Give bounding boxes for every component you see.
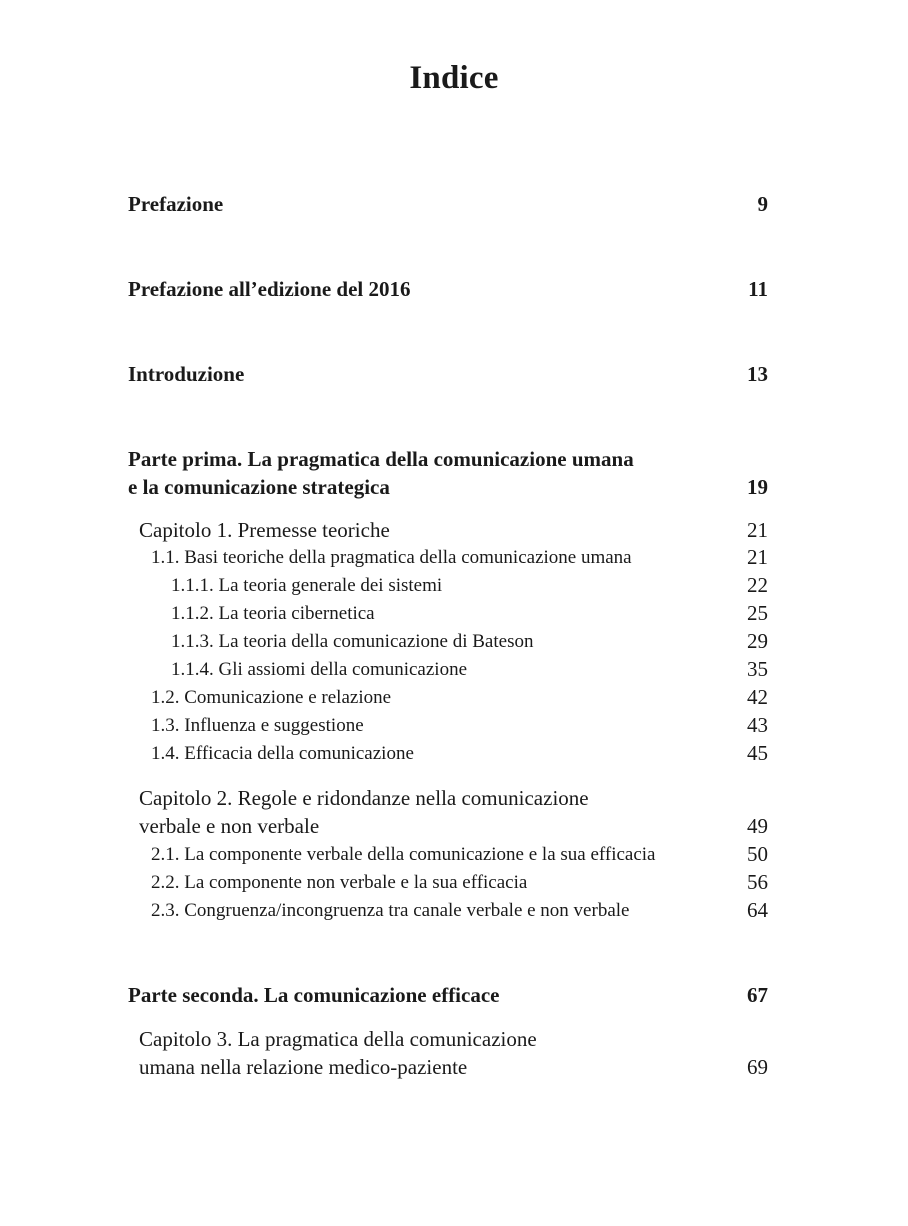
- toc-entry-label: Prefazione: [128, 192, 224, 216]
- toc-entry-page: 19: [747, 475, 768, 499]
- toc-entry-label-line1: Capitolo 3. La pragmatica della comunicazione: [139, 1027, 537, 1051]
- toc-entry-page: 9: [757, 192, 768, 216]
- toc-entry-label-line1: Parte prima. La pragmatica della comunicazione umana: [128, 447, 634, 471]
- toc-entry-label: 2.2. La componente non verbale e la sua efficacia: [151, 872, 528, 893]
- toc-entry-label-line1: Capitolo 2. Regole e ridondanze nella comunicazione: [139, 786, 589, 810]
- toc-entry-page: 21: [747, 545, 768, 569]
- toc-entry-capitolo-2[interactable]: [128, 786, 768, 840]
- toc-entry-page: 50: [747, 842, 768, 866]
- toc-entry-label: 1.4. Efficacia della comunicazione: [151, 743, 414, 764]
- toc-entry-page: 67: [747, 983, 768, 1007]
- toc-entry-label-line2: verbale e non verbale: [139, 814, 320, 838]
- toc-entry-label: 1.1.3. La teoria della comunicazione di Bateson: [171, 631, 534, 652]
- toc-entry-page: 43: [747, 713, 768, 737]
- toc-entry-label: 1.1. Basi teoriche della pragmatica della comunicazione umana: [151, 547, 632, 568]
- toc-entry-label-line2: e la comunicazione strategica: [128, 475, 390, 499]
- toc-entry-label: 1.3. Influenza e suggestione: [151, 715, 364, 736]
- toc-entry-label: 1.1.1. La teoria generale dei sistemi: [171, 575, 443, 596]
- toc-entry-page: 13: [747, 362, 768, 386]
- page-title: Indice: [409, 60, 499, 96]
- toc-entry-prefazione-2016[interactable]: [128, 277, 768, 303]
- toc-entry-2-1[interactable]: [128, 844, 768, 868]
- toc-entry-1-1-1[interactable]: [128, 575, 768, 599]
- toc-entry-label: 2.1. La componente verbale della comunicazione e la sua efficacia: [151, 844, 656, 865]
- toc-entry-1-1-2[interactable]: [128, 603, 768, 627]
- toc-entry-page: 11: [748, 277, 768, 301]
- toc-entry-page: 69: [747, 1055, 768, 1079]
- toc-entry-label: Parte seconda. La comunicazione efficace: [128, 983, 500, 1007]
- toc-entry-label: 1.2. Comunicazione e relazione: [151, 687, 392, 708]
- toc-entry-1-1-4[interactable]: [128, 659, 768, 683]
- toc-entry-capitolo-1[interactable]: [128, 518, 768, 544]
- toc-entry-2-3[interactable]: [128, 900, 768, 924]
- toc-entry-label: 1.1.4. Gli assiomi della comunicazione: [171, 659, 468, 680]
- toc-entry-label: 1.1.2. La teoria cibernetica: [171, 603, 375, 624]
- toc-entry-label: 2.3. Congruenza/incongruenza tra canale verbale e non verbale: [151, 900, 630, 921]
- toc-entry-page: 42: [747, 685, 768, 709]
- toc-entry-1-1[interactable]: [128, 547, 768, 571]
- toc-entry-page: 22: [747, 573, 768, 597]
- toc-entry-1-2[interactable]: [128, 687, 768, 711]
- toc-entry-page: 64: [747, 898, 768, 922]
- toc-entry-1-3[interactable]: [128, 715, 768, 739]
- toc-entry-page: 21: [747, 518, 768, 542]
- toc-entry-page: 35: [747, 657, 768, 681]
- toc-entry-1-1-3[interactable]: [128, 631, 768, 655]
- toc-entry-parte-prima[interactable]: [128, 447, 768, 501]
- toc-entry-label: Prefazione all’edizione del 2016: [128, 277, 411, 301]
- toc-entry-introduzione[interactable]: [128, 362, 768, 388]
- toc-entry-page: 25: [747, 601, 768, 625]
- toc-entry-page: 56: [747, 870, 768, 894]
- toc-entry-parte-seconda[interactable]: [128, 983, 768, 1009]
- toc-entry-page: 29: [747, 629, 768, 653]
- toc-entry-label: Capitolo 1. Premesse teoriche: [139, 518, 390, 542]
- toc-entry-1-4[interactable]: [128, 743, 768, 767]
- toc-entry-label-line2: umana nella relazione medico-paziente: [139, 1055, 468, 1079]
- toc-entry-capitolo-3[interactable]: [128, 1027, 768, 1081]
- toc-entry-page: 45: [747, 741, 768, 765]
- toc-entry-page: 49: [747, 814, 768, 838]
- toc-entry-prefazione[interactable]: [128, 192, 768, 218]
- toc-entry-2-2[interactable]: [128, 872, 768, 896]
- toc-entry-label: Introduzione: [128, 362, 245, 386]
